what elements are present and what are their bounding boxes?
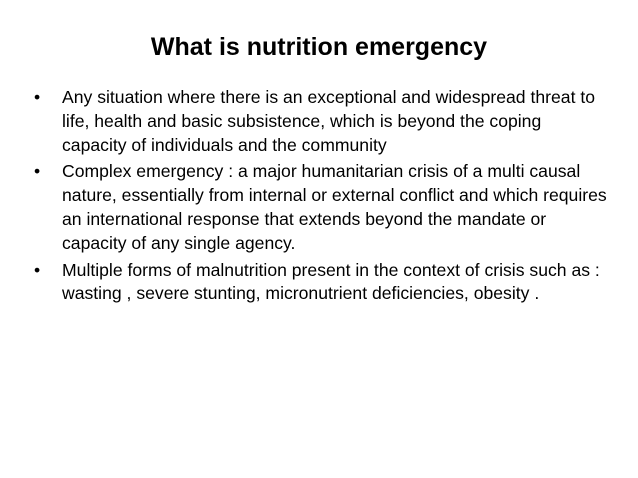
bullet-text: Complex emergency : a major humanitarian crisis of a multi causal nature, essentially from internal or external conflict and which requires an international response that extends beyond the mandate or capacity of any single agency.: [62, 161, 607, 253]
bullet-item-malnutrition-forms: [34, 259, 608, 307]
slide-title: What is nutrition emergency: [150, 33, 488, 61]
bullet-icon: •: [34, 259, 41, 280]
bullet-item-complex-emergency: [34, 160, 608, 255]
bullet-text: Any situation where there is an exceptional and widespread threat to life, health and basic subsistence, which is beyond the coping capacity of individuals and the community: [62, 87, 596, 155]
bullet-item-situation: [34, 86, 608, 157]
bullet-icon: •: [34, 87, 41, 107]
bullet-text: Multiple forms of malnutrition present in the context of crisis such as : wasting , severe stunting, micronutrient deficiencies, obesity .: [62, 259, 600, 304]
bullet-icon: •: [34, 161, 41, 182]
bullet-list: [34, 86, 608, 309]
